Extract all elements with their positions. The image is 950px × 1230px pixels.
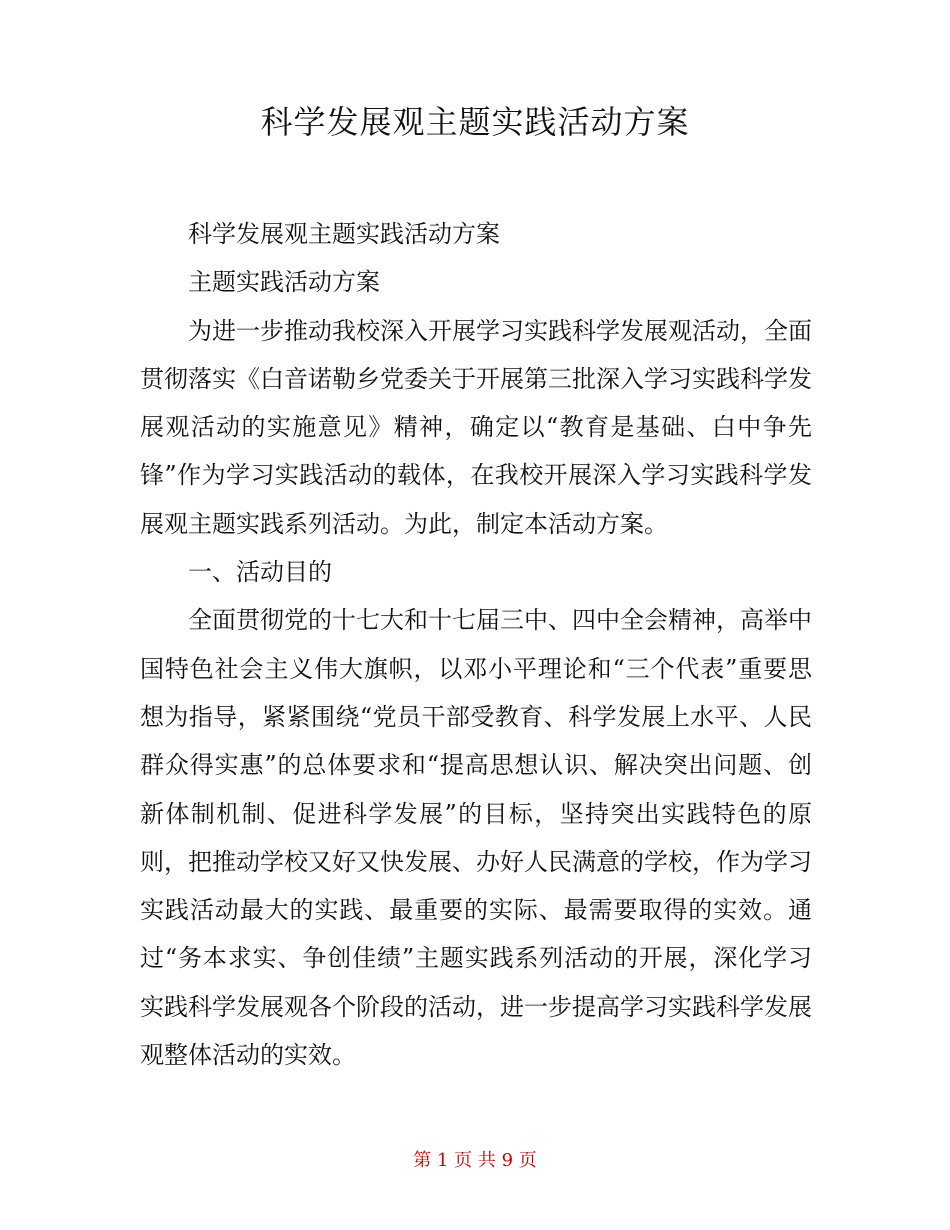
paragraph-plan-heading: 主题实践活动方案 <box>188 268 380 297</box>
paragraph-subtitle: 科学发展观主题实践活动方案 <box>188 220 500 248</box>
document-body <box>140 210 812 1079</box>
paragraph-purpose: 全面贯彻党的十七大和十七届三中、四中全会精神，高举中国特色社会主义伟大旗帜，以邓小平理论和“三个代表”重要思想为指导，紧紧围绕“党员干部受教育、科学发展上水平、人民群众得实惠”的总体要求和“提高思想认识、解决突出问题、创新体制机制、促进科学发展”的目标，坚持突出实践特色的原则，把推动学校又好又快发展、办好人民满意的学校，作为学习实践活动最大的实践、最重要的实际、最需要取得的实效。通过“务本求实、争创佳绩”主题实践系列活动的开展，深化学习实践科学发展观各个阶段的活动，进一步提高学习实践科学发展观整体活动的实效。 <box>140 606 812 1070</box>
page-number-footer: 第 1 页 共 9 页 <box>413 1150 537 1171</box>
document-title: 科学发展观主题实践活动方案 <box>260 103 690 141</box>
section-heading-purpose: 一、活动目的 <box>188 558 332 587</box>
paragraph-intro: 为进一步推动我校深入开展学习实践科学发展观活动，全面贯彻落实《白音诺勒乡党委关于开展第三批深入学习实践科学发展观活动的实施意见》精神，确定以“教育是基础、白中争先锋”作为学习实践活动的载体，在我校开展深入学习实践科学发展观主题实践系列活动。为此，制定本活动方案。 <box>140 316 812 538</box>
